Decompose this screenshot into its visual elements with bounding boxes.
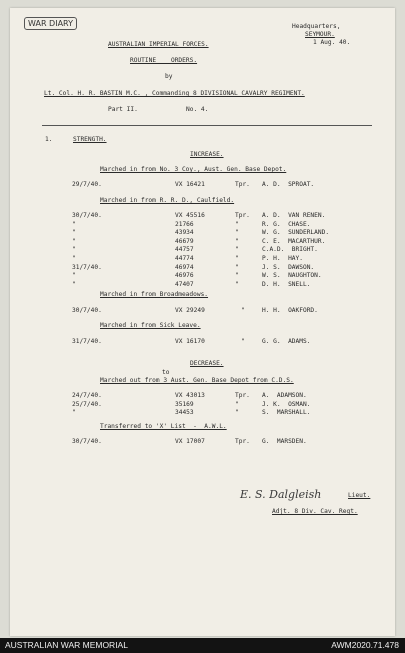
row-number: VX 29249: [175, 307, 205, 314]
row-date: 29/7/40.: [72, 181, 102, 188]
row-number: VX 16170: [175, 338, 205, 345]
row-number: VX 43013: [175, 392, 205, 399]
row-name: C.A.D. BRIGHT.: [262, 246, 318, 254]
row-rank: ": [235, 220, 239, 228]
row-date: 30/7/40.: [72, 307, 102, 314]
row-rank: ": [235, 255, 239, 262]
row-date: 30/7/40.: [72, 438, 102, 445]
group-heading: Marched in from Sick Leave.: [100, 322, 201, 329]
row-date: 30/7/40.: [72, 212, 102, 219]
row-name: G. MARSDEN.: [262, 438, 307, 445]
row-rank: ": [241, 338, 245, 345]
row-number: 35169: [175, 400, 194, 408]
row-rank: Tpr.: [235, 212, 250, 219]
section-num: 1.: [45, 136, 53, 143]
group-heading: Transferred to 'X' List - A.W.L.: [100, 423, 227, 430]
row-rank: ": [235, 409, 239, 417]
row-name: J. S. DAWSON.: [262, 263, 315, 271]
footer-left: AUSTRALIAN WAR MEMORIAL: [5, 640, 128, 650]
row-number: 46974: [175, 263, 194, 271]
row-number: 46679: [175, 237, 194, 245]
increase-heading: INCREASE.: [190, 151, 224, 158]
group-heading: Marched in from No. 3 Coy., Aust. Gen. Base Depot.: [100, 166, 287, 173]
signature: E. S. Dalgleish: [240, 488, 322, 501]
row-rank: ": [235, 400, 239, 408]
row-date: ": [72, 237, 76, 245]
row-name: S. MARSHALL.: [262, 409, 311, 417]
row-rank: ": [235, 263, 239, 271]
row-name: A. D. VAN RENEN.: [262, 212, 326, 219]
row-date: 31/7/40.: [72, 263, 102, 271]
hq-date: 1 Aug. 40.: [313, 39, 351, 46]
row-name: J. K. OSMAN.: [262, 400, 311, 408]
row-name: D. H. SNELL.: [262, 280, 311, 288]
row-number: 43934: [175, 229, 194, 237]
row-name: P. H. HAY.: [262, 255, 303, 262]
row-rank: Tpr.: [235, 392, 250, 399]
title-no: No. 4.: [186, 106, 209, 113]
document-page: [10, 8, 395, 636]
row-date: ": [72, 255, 76, 262]
row-number: 44774: [175, 255, 194, 262]
signature-title: Adjt. 8 Div. Cav. Regt.: [272, 508, 358, 515]
row-date: ": [72, 246, 76, 254]
row-date: ": [72, 220, 76, 228]
war-diary-stamp: WAR DIARY: [24, 17, 77, 30]
row-name: W. S. NAUGHTON.: [262, 272, 322, 280]
footer-right: AWM2020.71.478: [331, 640, 399, 650]
row-number: 21766: [175, 220, 194, 228]
row-rank: ": [235, 246, 239, 254]
row-rank: ": [235, 272, 239, 280]
hq-line2: SEYMOUR.: [305, 31, 335, 38]
row-number: 34453: [175, 409, 194, 417]
row-date: 25/7/40.: [72, 400, 102, 408]
footer-bar: [0, 638, 405, 653]
hq-line1: Headquarters,: [292, 23, 341, 30]
row-name: A. ADAMSON.: [262, 392, 307, 399]
row-rank: ": [235, 229, 239, 237]
row-date: ": [72, 280, 76, 288]
title-part: Part II.: [108, 106, 138, 113]
row-name: R. G. CHASE.: [262, 220, 311, 228]
row-rank: ": [235, 237, 239, 245]
row-number: VX 17007: [175, 438, 205, 445]
row-rank: ": [235, 280, 239, 288]
row-number: VX 45516: [175, 212, 205, 219]
row-name: W. G. SUNDERLAND.: [262, 229, 330, 237]
handwritten-to: to: [162, 369, 170, 376]
row-name: G. G. ADAMS.: [262, 338, 311, 345]
title-by: by: [165, 73, 173, 80]
row-rank: ": [241, 307, 245, 314]
row-number: 46976: [175, 272, 194, 280]
section-name: STRENGTH.: [73, 136, 107, 143]
title-line2: ROUTINE ORDERS.: [130, 57, 198, 64]
divider-rule: [42, 125, 372, 126]
row-date: ": [72, 229, 76, 237]
group-heading: Marched in from Broadmeadows.: [100, 291, 209, 298]
row-name: H. H. OAKFORD.: [262, 307, 318, 314]
row-rank: Tpr.: [235, 181, 250, 188]
row-name: C. E. MACARTHUR.: [262, 237, 326, 245]
row-number: VX 16421: [175, 181, 205, 188]
row-date: ": [72, 272, 76, 280]
decrease-heading: DECREASE.: [190, 360, 224, 367]
group-heading: Marched in from R. R. D., Caulfield.: [100, 197, 235, 204]
row-number: 44757: [175, 246, 194, 254]
row-date: 31/7/40.: [72, 338, 102, 345]
row-name: A. D. SPROAT.: [262, 181, 315, 188]
row-rank: Tpr.: [235, 438, 250, 445]
signature-rank: Lieut.: [348, 492, 371, 499]
row-date: 24/7/40.: [72, 392, 102, 399]
row-number: 47407: [175, 280, 194, 288]
row-date: ": [72, 409, 76, 417]
title-line1: AUSTRALIAN IMPERIAL FORCES.: [108, 41, 209, 48]
group-heading: Marched out from 3 Aust. Gen. Base Depot from C.D.S.: [100, 377, 294, 384]
title-line3: Lt. Col. H. R. BASTIN M.C. , Commanding 8 DIVISIONAL CAVALRY REGIMENT.: [44, 90, 305, 97]
